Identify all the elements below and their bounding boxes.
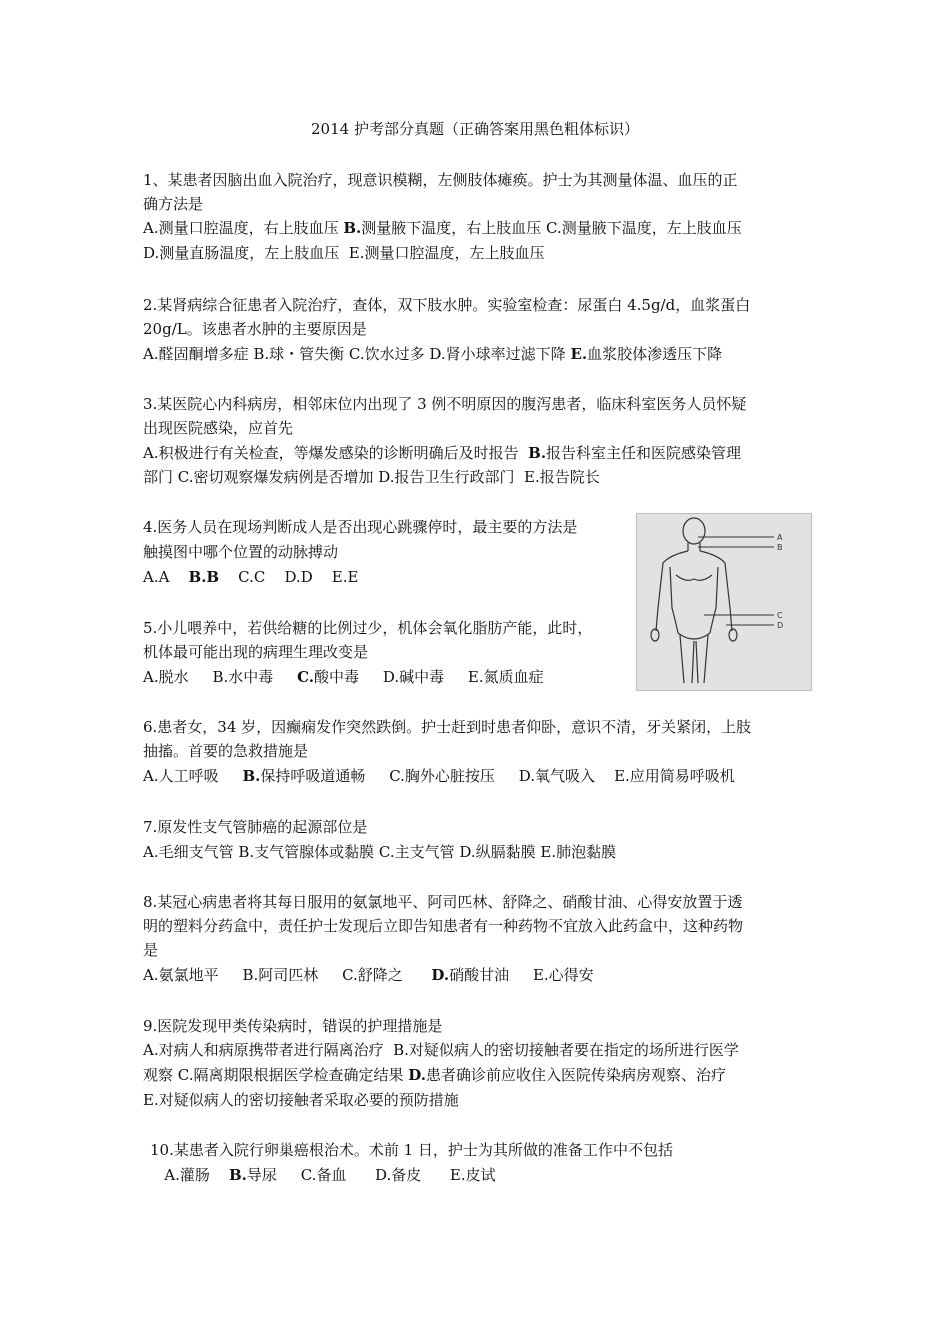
question-stem-line: 9.医院发现甲类传染病时，错误的护理措施是 (143, 1017, 443, 1035)
option-text: A.对病人和病原携带者进行隔离治疗 B.对疑似病人的密切接触者要在指定的场所进行医学 (143, 1041, 739, 1059)
question-options-line (143, 1039, 739, 1061)
body-diagram (636, 513, 812, 691)
correct-answer-marker: B.B (188, 568, 220, 586)
question-options-line (143, 841, 616, 863)
question-options-line (143, 964, 594, 986)
correct-answer-marker: B. (343, 219, 362, 237)
figure-label-b: B (777, 543, 783, 552)
question-options-line (143, 1064, 726, 1086)
figure-label-a: A (777, 533, 783, 542)
option-text: A.A (143, 568, 189, 586)
body-legs (680, 635, 708, 683)
option-text: A.测量口腔温度，右上肢血压 (143, 219, 344, 237)
question-options-line (143, 666, 544, 688)
human-body-figure (636, 513, 812, 691)
question-options-line (143, 442, 741, 464)
question-stem-line: 7.原发性支气管肺癌的起源部位是 (143, 818, 368, 836)
option-text: 导尿 C.备血 D.备皮 E.皮试 (246, 1166, 496, 1184)
question-stem-line: 出现医院感染，应首先 (143, 419, 294, 437)
correct-answer-marker: C. (297, 668, 314, 686)
figure-label-c: C (777, 611, 783, 620)
option-text: 保持呼吸道通畅 C.胸外心脏按压 D.氧气吸入 E.应用简易呼吸机 (260, 767, 735, 785)
option-text: D.测量直肠温度，左上肢血压 E.测量口腔温度，左上肢血压 (143, 244, 545, 262)
option-text: A.积极进行有关检查，等爆发感染的诊断明确后及时报告 (143, 444, 529, 462)
option-text: C.C D.D E.E (219, 568, 359, 586)
option-text: 血浆胶体渗透压下降 (587, 345, 723, 363)
option-text: A.毛细支气管 B.支气管腺体或黏膜 C.主支气管 D.纵膈黏膜 E.肺泡黏膜 (143, 843, 617, 861)
question-options-line (143, 1089, 459, 1111)
option-text: 患者确诊前应收住入医院传染病房观察、治疗 (425, 1066, 726, 1084)
question-stem-line: 10.某患者入院行卵巢癌根治术。术前 1 日，护士为其所做的准备工作中不包括 (150, 1141, 673, 1159)
question-stem-line: 确方法是 (143, 195, 204, 213)
option-text: 观察 C.隔离期限根据医学检查确定结果 (143, 1066, 409, 1084)
correct-answer-marker: B. (242, 767, 261, 785)
question-stem-line: 触摸图中哪个位置的动脉搏动 (143, 543, 339, 561)
question-options-line (143, 242, 545, 264)
question-stem-line: 2.某肾病综合征患者入院治疗，查体，双下肢水肿。实验室检查：尿蛋白 4.5g/d，血浆蛋白 (143, 296, 751, 314)
question-stem-line: 机体最可能出现的病理生理改变是 (143, 643, 369, 661)
body-pelvis (678, 633, 710, 639)
correct-answer-marker: D. (431, 966, 450, 984)
option-text: A.氨氯地平 B.阿司匹林 C.舒降之 (143, 966, 432, 984)
option-text: 部门 C.密切观察爆发病例是否增加 D.报告卫生行政部门 E.报告院长 (143, 468, 600, 486)
question-stem-line: 3.某医院心内科病房，相邻床位内出现了 3 例不明原因的腹泻患者，临床科室医务人员怀疑 (143, 395, 747, 413)
question-stem-line: 明的塑料分药盒中，责任护士发现后立即告知患者有一种药物不宜放入此药盒中，这种药物 (143, 917, 744, 935)
body-left-hand (729, 629, 737, 641)
correct-answer-marker: E. (570, 345, 588, 363)
question-options-line (143, 765, 735, 787)
question-options-line (143, 566, 358, 588)
question-stem-line: 5.小儿喂养中，若供给糖的比例过少，机体会氧化脂肪产能，此时， (143, 619, 593, 637)
correct-answer-marker: B. (228, 1166, 247, 1184)
option-text: 报告科室主任和医院感染管理 (546, 444, 742, 462)
question-stem-line: 抽搐。首要的急救措施是 (143, 742, 309, 760)
page-title: 2014 护考部分真题（正确答案用黑色粗体标识） (311, 120, 639, 138)
body-shoulders-arms (656, 551, 732, 631)
option-text: 酸中毒 D.碱中毒 E.氮质血症 (313, 668, 544, 686)
question-options-line (143, 217, 742, 239)
question-stem-line: 20g/L。该患者水肿的主要原因是 (143, 320, 367, 338)
question-options-line (143, 466, 600, 488)
option-text: 测量腋下温度，右上肢血压 C.测量腋下温度，左上肢血压 (361, 219, 742, 237)
body-right-hand (651, 629, 659, 641)
question-options-line (150, 1164, 496, 1186)
option-text: A.醛固酮增多症 B.球・管失衡 C.饮水过多 D.肾小球率过滤下降 (143, 345, 571, 363)
option-text: A.灌肠 (150, 1166, 229, 1184)
correct-answer-marker: D. (408, 1066, 426, 1084)
correct-answer-marker: B. (528, 444, 547, 462)
body-head (683, 518, 705, 544)
option-text: 硝酸甘油 E.心得安 (449, 966, 594, 984)
question-stem-line: 1、某患者因脑出血入院治疗，现意识模糊，左侧肢体瘫痪。护士为其测量体温、血压的正 (143, 171, 738, 189)
question-stem-line: 8.某冠心病患者将其每日服用的氨氯地平、阿司匹林、舒降之、硝酸甘油、心得安放置于透 (143, 893, 743, 911)
question-options-line (143, 343, 722, 365)
body-chest (676, 575, 712, 580)
option-text: A.人工呼吸 (143, 767, 243, 785)
question-stem-line: 6.患者女，34 岁，因癫痫发作突然跌倒。护士赶到时患者仰卧，意识不清，牙关紧闭，上肢 (143, 718, 752, 736)
option-text: E.对疑似病人的密切接触者采取必要的预防措施 (143, 1091, 459, 1109)
question-stem-line: 是 (143, 941, 159, 959)
question-stem-line: 4.医务人员在现场判断成人是否出现心跳骤停时，最主要的方法是 (143, 518, 578, 536)
body-torso-sides (670, 567, 718, 633)
figure-label-d: D (777, 621, 784, 630)
option-text: A.脱水 B.水中毒 (143, 668, 298, 686)
